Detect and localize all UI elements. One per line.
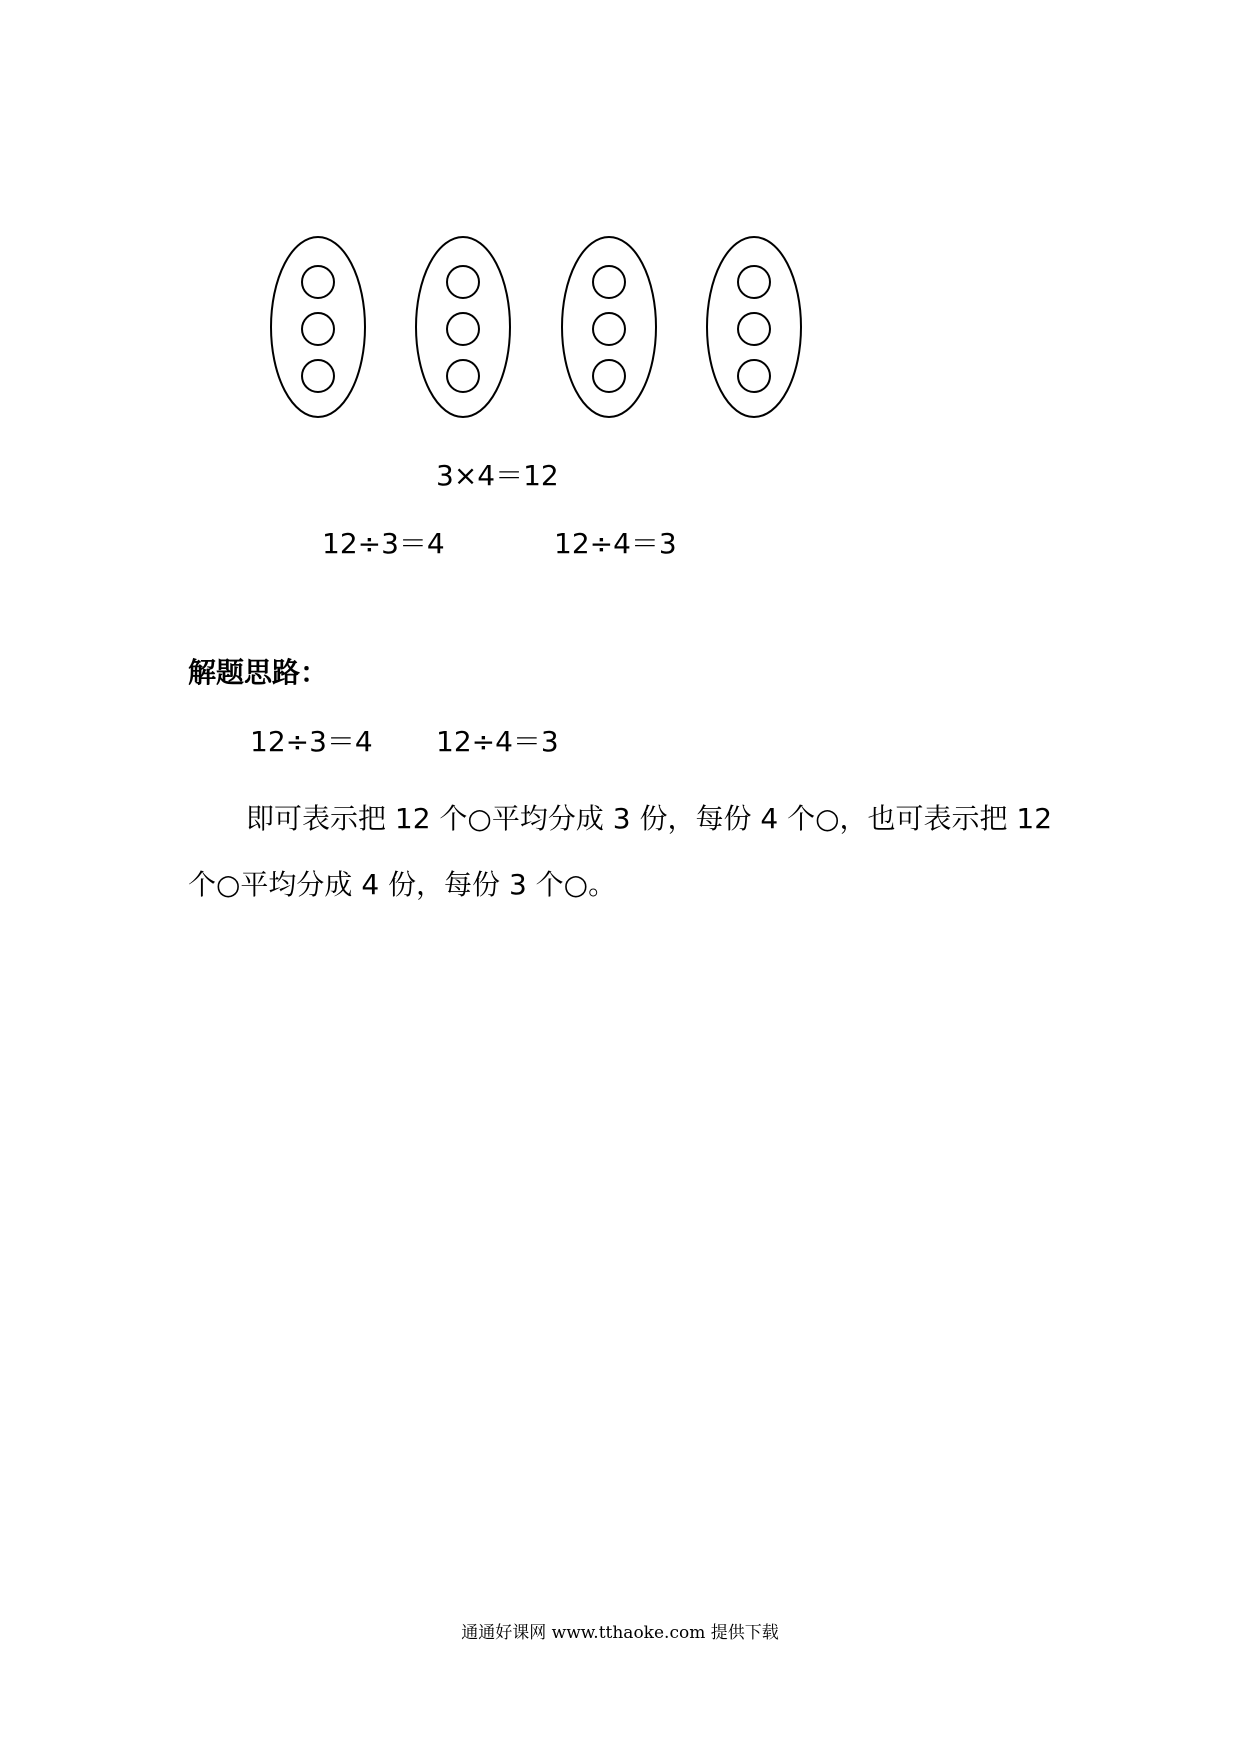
dot-circle: [447, 313, 479, 345]
dot-circle: [302, 313, 334, 345]
dot-circle: [593, 313, 625, 345]
group-oval: [707, 237, 801, 417]
division-equation-1: 12÷3＝4: [322, 527, 445, 560]
dot-circle: [447, 360, 479, 392]
dot-circle: [738, 313, 770, 345]
solution-equation-2: 12÷4＝3: [436, 725, 559, 758]
multiplication-equation: 3×4＝12: [436, 459, 559, 492]
group-oval: [562, 237, 656, 417]
dot-circle: [593, 266, 625, 298]
solution-heading: 解题思路：: [188, 656, 329, 689]
dot-circle: [593, 360, 625, 392]
oval-group-2: [416, 237, 510, 417]
solution-explanation: 即可表示把 12 个○平均分成 3 份，每份 4 个○，也可表示把 12 个○平均分成 4 份，每份 3 个○。: [188, 802, 1053, 901]
oval-group-4: [707, 237, 801, 417]
dot-circle: [302, 360, 334, 392]
dot-circle: [302, 266, 334, 298]
oval-group-1: [271, 237, 365, 417]
division-equation-2: 12÷4＝3: [554, 527, 677, 560]
dot-circle: [447, 266, 479, 298]
oval-group-3: [562, 237, 656, 417]
dot-circle: [738, 266, 770, 298]
footer-credit: 通通好课网 www.tthaoke.com 提供下载: [461, 1623, 779, 1643]
dot-circle: [738, 360, 770, 392]
group-oval: [271, 237, 365, 417]
group-oval: [416, 237, 510, 417]
grouping-diagram: [262, 232, 822, 432]
solution-equation-1: 12÷3＝4: [250, 725, 373, 758]
